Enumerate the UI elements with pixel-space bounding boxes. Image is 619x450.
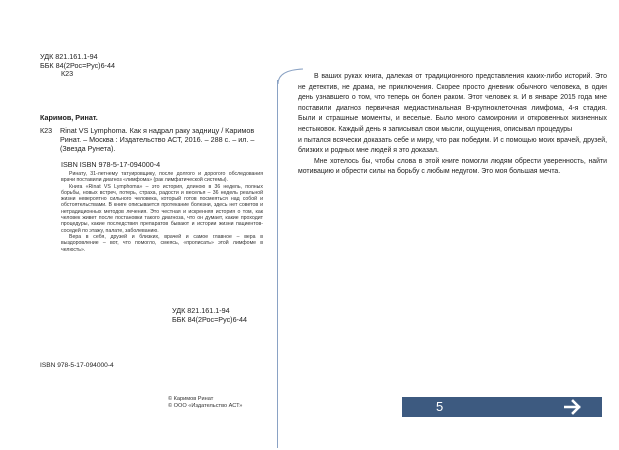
copyright-block [168,396,242,410]
bbk-code: ББК 84(2Рос=Рус)6-44 [40,60,115,70]
abstract-paragraph: Вера в себя, друзей и близких, врачей и самое главное – вера в выздоровление – вот, что помогло, смеясь, «прописать» этой лимфоме в челюсть». [61,233,263,253]
author-mark: К23 [61,69,74,79]
isbn-bottom: ISBN 978-5-17-094000-4 [40,362,114,369]
bbk-code-bottom: ББК 84(2Рос=Рус)6-44 [172,315,247,324]
page-footer-bar [402,397,602,417]
intro-text [298,72,607,178]
intro-paragraph: Мне хотелось бы, чтобы слова в этой книге помогли людям обрести уверенность, найти мотивацию и обрести силы на борьбу с любым недугом. Это моя большая мечта. [298,157,607,176]
udk-bottom-block [172,306,247,324]
biblio-text: Rinat VS Lymphoma. Как я надрал раку задницу / Каримов Ринат. – Москва : Издательство АСТ, 2016. – 288 с. – ил. – (Звезда Рунета). [60,126,255,154]
udk-code: УДК 821.161.1-94 [40,52,98,61]
copyright-author: © Каримов Ринат [168,396,214,402]
udk-block [40,53,115,79]
isbn-line: ISBN ISBN 978-5-17-094000-4 [61,160,161,169]
intro-paragraph: В ваших руках книга, далекая от традиционного представления каких-либо историй. Это не детектив, не драма, не приключения. Скорее просто дневник обычного человека, в один день узнавшего о том, что теперь он болен раком. Этот человек я. И в январе 2015 года мне поставили диагноз первичная медиастинальная В-крупноклеточная лимфома, 4-я стадия. Были и страшные моменты, и веселые. Было много самоиронии и откровенных жизненных нестыковок. Каждый день я записывал свои мысли, ощущения, описывал процедуры [298,73,607,133]
abstract-paragraph: Ринату, 31-летнему татуировщику, после долгого и дорогого обследования врачи поставили диагноз «лимфома» (рак лимфатической системы). [61,171,263,184]
abstract-paragraph: Книга «Rinat VS Lymphoma» – это история, длиною в 36 недель, полных борьбы, новых встреч, потерь, страха, радости и веселья – 36 недель реальной жизни невероятно сильного человека, который готов посмеяться над собой и обстоятельствами. В книге описывается протекание болезни, здесь нет советов и нетрадиционных методов лечения. Это честная и искренняя история о том, как человек живет после постановки такого диагноза, что он думает, какие проходит процедуры, какие последствия препаратов бывают и истории жизни пациентов-соседей по этажу, палате, заболеванию. [61,183,263,234]
intro-paragraph: и пытался всячески доказать себе и миру, что рак победим. И с помощью моих врачей, друзей, близких и родных мне людей я это доказал. [298,136,607,155]
udk-code-bottom: УДК 821.161.1-94 [172,306,230,315]
page-divider [277,80,278,448]
page-number: 5 [436,399,444,414]
arrow-right-icon[interactable] [564,399,582,415]
bibliographic-record [40,126,266,154]
abstract [61,171,263,253]
biblio-mark: К23 [40,126,53,135]
author-name: Каримов, Ринат. [40,113,98,122]
copyright-publisher: © ООО «Издательство АСТ» [168,403,243,409]
